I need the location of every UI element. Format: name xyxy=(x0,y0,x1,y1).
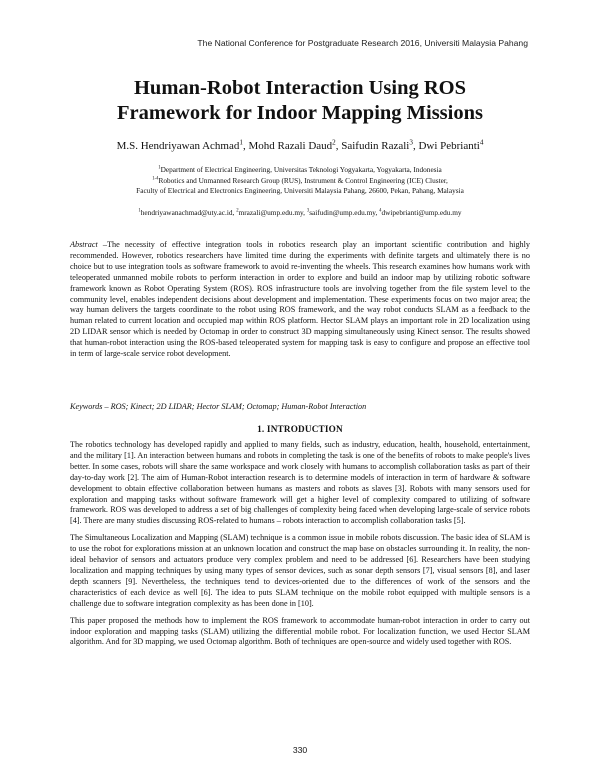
email-sup: 4 xyxy=(379,208,382,214)
email-sup: 1 xyxy=(138,208,141,214)
author-sup: 4 xyxy=(479,138,484,147)
title-line-1: Human-Robot Interaction Using ROS xyxy=(133,77,466,99)
introduction-body xyxy=(70,440,530,654)
email-link[interactable]: mrazali@ump.edu.my xyxy=(238,208,304,217)
paragraph: The Simultaneous Localization and Mapping (SLAM) technique is a common issue in mobile robots discussion. The basic idea of SLAM is to use the robot for explorations mission at an unknown location and construct the map base on obstacles surrounding it. In reality, the non-ideal behavior of sensors and actuators produce very complex problem and need to be addressed [6]. Researchers have been studying localization and mapping techniques by using many types of sensor devices, such as sonar depth sensors [7], visual sensors [8], and laser depth scanners [9]. Nevertheless, the techniques tend to devices-oriented due to the differences of work of the sensors and the characteristics of each device as well [6]. The idea to puts SLAM technique on the mobile robot equipped with multiple sensors is a challenge due to software integration complexity as has been done in [10]. xyxy=(70,533,530,608)
author-list: M.S. Hendriyawan Achmad$^1$, Mohd Razali Daud$^2$, Saifudin Razali$^3$, Dwi Pebrianti$^4$ xyxy=(116,138,484,152)
affiliation-sup: 1-4 xyxy=(152,176,159,182)
paragraph: The robotics technology has developed rapidly and applied to many fields, such as industry, education, health, household, entertainment, and the military [1]. An interaction between humans and robots in completing the task is one of the benefits of robots to make people's lives better. In some cases, robots will share the same workspace and work closely with humans to accomplish collaboration tasks as part of their day-to-day work [2]. The aim of Human-Robot interaction research is to determine models of interaction in term of hardware & software development to obtain effective collaboration between humans as masters and robots as slaves [3]. Robots with many sensors used for exploration and mapping tasks without software framework will get a higher level of complexity compared to utilizing of software framework. ROS was developed to address a set of big challenges of complexity being faced when developing large-scale of service robots [4]. There are many studies discussing ROS-related to humans – robots interaction to accomplish collaboration tasks [5]. xyxy=(70,440,530,526)
author-name: M.S. Hendriyawan Achmad xyxy=(116,140,240,152)
affiliation-sup: 1 xyxy=(158,165,161,171)
affiliation-line: Faculty of Electrical and Electronics Engineering, Universiti Malaysia Pahang, 26600, Pekan, Pahang, Malaysia xyxy=(136,186,464,195)
abstract-text: –The necessity of effective integration tools in robotics research play an important scientific contribution and highly recommended. However, robotics researchers have limited time during the experiments with definite targets and ultimately there is no choice but to use integration tools as software framework to avoid re-inventing the wheels. This research examines how humans work with teleoperated unmanned mobile robots to perform interaction in order to explore and build an indoor map by utilizing robotic software framework known as Robot Operating System (ROS). ROS infrastructure tools are involving together from the file system level to the community level, enables independent decisions about development and implementation. These experiments focus on two major area; the way human delivers the targets coordinate to the robot using ROS framework, and the way robot conducts SLAM as a feedback to the human related to current location and occupied map within ROS platform. Hector SLAM plays an important role in 2D localization using 2D LIDAR sensor which is needed by Octomap in order to construct 3D mapping simultaneously using Kinect sensor. The results showed that human-robot interaction using the ROS-based teleoperated system for mapping task is easy to configure and propose an effective tool in term of large-scale service robot development. xyxy=(70,240,530,359)
email-sup: 3 xyxy=(306,208,310,214)
section-heading-introduction: 1. INTRODUCTION xyxy=(257,424,343,434)
paper-title xyxy=(60,76,540,126)
abstract xyxy=(70,240,530,360)
author-sup: 2 xyxy=(332,138,336,147)
title-line-2: Framework for Indoor Mapping Missions xyxy=(117,102,483,124)
email-list: $^1$hendriyawanachmad@uty.ac.id, $^2$mrazali@ump.edu.my, $^3$saifudin@ump.edu.my, $^4$dwipebrianti@ump.edu.my xyxy=(138,208,462,217)
running-header: The National Conference for Postgraduate Research 2016, Universiti Malaysia Pahang xyxy=(197,38,528,48)
email-link[interactable]: saifudin@ump.edu.my xyxy=(309,208,376,217)
affiliation-text: Department of Electrical Engineering, Universitas Teknologi Yogyakarta, Yogyakarta, Indonesia xyxy=(160,165,442,174)
author-sup: 1 xyxy=(239,138,243,147)
affiliations xyxy=(60,165,540,197)
paragraph: This paper proposed the methods how to implement the ROS framework to accommodate human-robot interaction in order to carry out indoor exploration and mapping tasks (SLAM) utilizing the differential mobile robot. For localization function, we used Hector SLAM algorithm. And for 3D mapping, we used Octomap algorithm. Both of techniques are open-source and widely used together with ROS. xyxy=(70,615,530,647)
author-name: Saifudin Razali xyxy=(341,140,410,152)
abstract-label: Abstract xyxy=(70,240,98,249)
affiliation-text: Robotics and Unmanned Research Group (RUS), Instrument & Control Engineering (ICE) Cluster, xyxy=(158,175,448,185)
author-name: Mohd Razali Daud xyxy=(248,140,333,152)
affiliation-line xyxy=(60,176,540,187)
keywords: Keywords – ROS; Kinect; 2D LIDAR; Hector SLAM; Octomap; Human-Robot Interaction xyxy=(70,402,367,411)
page-number: 330 xyxy=(292,745,308,755)
email-link[interactable]: hendriyawanachmad@uty.ac.id xyxy=(140,208,233,217)
email-link[interactable]: dwipebrianti@ump.edu.my xyxy=(381,208,462,217)
affiliation-line xyxy=(60,165,540,176)
author-sup: 3 xyxy=(409,138,413,147)
author-name: Dwi Pebrianti xyxy=(418,140,480,152)
email-sup: 2 xyxy=(236,208,239,214)
